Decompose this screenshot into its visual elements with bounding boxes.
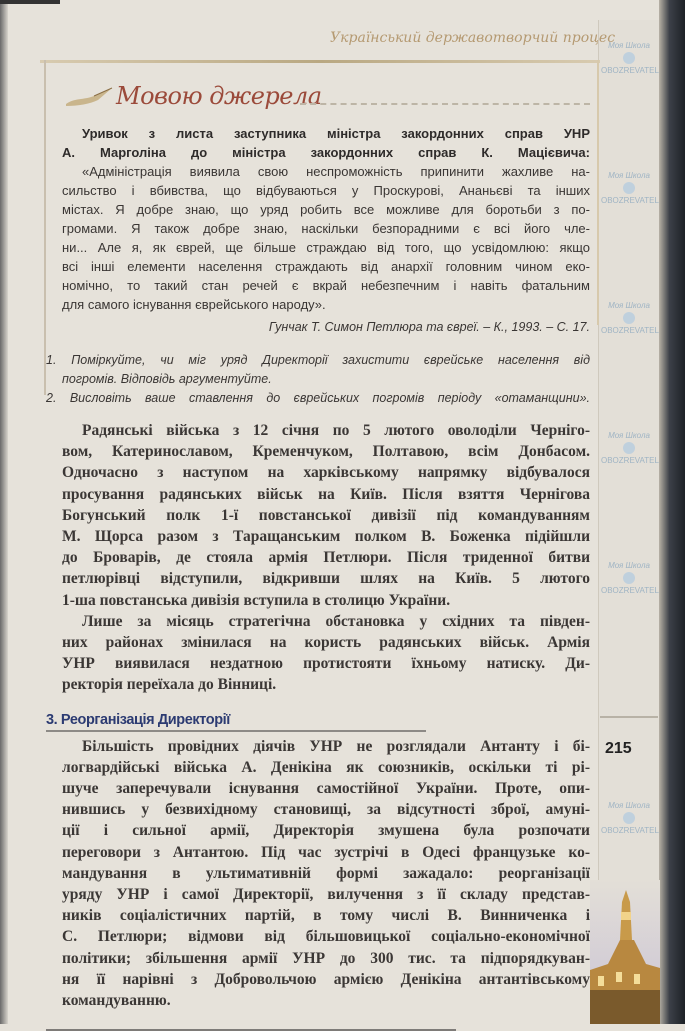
- paragraph-line: нившись у безвихідному становищі, за відсутності зброї, амуні-: [62, 801, 590, 819]
- main-column: [46, 124, 590, 1031]
- question-line: 2. Висловіть ваше ставлення до єврейських погромів періоду «отаманщини».: [46, 391, 590, 405]
- citation: Гунчак Т. Симон Петлюра та євреї. – К., 1993. – С. 17.: [268, 320, 590, 334]
- page-number-rule: [600, 716, 658, 718]
- paragraph-line: Радянські війська з 12 січня по 5 лютого оволоділи Черніго-: [82, 422, 590, 439]
- paragraph-line: ції і сильної армії, Директорія змушена була розпочати: [62, 822, 590, 840]
- paragraph-line: ректорія переїхала до Вінниці.: [62, 676, 277, 694]
- paragraph-line: Богунський полк 1-ї повстанської дивізії під командуванням: [62, 506, 590, 524]
- paragraph-line: політики; збільшення армії УНР до 300 тис. та підпорядкуван-: [62, 949, 590, 967]
- page-margin-column: [598, 20, 659, 1024]
- quote-line: для самого існування єврейського народу».: [62, 297, 326, 312]
- quote-line: громами. Я також добре знаю, наскільки безпорадними є всі його чле-: [62, 221, 590, 236]
- section-title: 3. Реорганізація Директорії: [46, 711, 230, 728]
- paragraph-line: уряду УНР і самої Директорії, вилучення з її складу представ-: [62, 886, 590, 904]
- watermark-text-b: OBOZREVATEL: [601, 326, 659, 335]
- source-heading: [62, 124, 590, 162]
- page-number: 215: [605, 740, 632, 757]
- quote-line: ни... Але я, як єврей, ще більше страждаю від того, що усвідомлюю: якщо: [62, 240, 590, 255]
- paragraph-line: них районах змінилася на користь радянських військ. Армія: [62, 634, 590, 652]
- watermark-text-a: Моя Школа: [608, 561, 650, 570]
- paragraph-line: Лише за місяць стратегічна обстановка у східних та півден-: [82, 612, 590, 630]
- paragraph-line: 1-ша повстанська дивізія вступила в столицю України.: [62, 591, 451, 609]
- questions-list: [46, 351, 590, 408]
- watermark-text-b: OBOZREVATEL: [601, 456, 659, 465]
- quote-line: всі інші елементи населення страждають від анархії головним чином еко-: [62, 259, 590, 274]
- watermark-text-b: OBOZREVATEL: [601, 66, 659, 75]
- paragraph-line: логвардійські війська А. Денікіна як союзників, оскільки ті рі-: [62, 758, 590, 776]
- source-quote: [62, 162, 590, 314]
- watermark-text-b: OBOZREVATEL: [601, 196, 659, 205]
- watermark-text-b: OBOZREVATEL: [601, 586, 659, 595]
- paragraph-3: [62, 736, 590, 1012]
- paragraph-line: Одночасно з наступом на харківському напрямку відбувалося: [62, 464, 590, 482]
- paragraph-line: петлюрівці відступили, відкривши шлях на Київ. 5 лютого: [62, 570, 590, 588]
- question-line: 1. Поміркуйте, чи міг уряд Директорії захистити єврейське населення від: [46, 353, 590, 367]
- paragraph-1: [62, 420, 590, 611]
- watermark-text-a: Моя Школа: [608, 431, 650, 440]
- quill-hand-icon: [64, 86, 114, 108]
- source-box-border-right: [597, 60, 599, 325]
- quote-line: сильство і вбивства, що відбуваються у Проскурові, Ананьєві та інших: [62, 183, 590, 198]
- paragraph-line: ня її нарівні з Добровольчою армією Денікіна антантівському: [62, 970, 590, 988]
- paragraph-line: просування радянських військ на Київ. Після взяття Чернігова: [62, 485, 590, 503]
- watermark-text-b: OBOZREVATEL: [601, 826, 659, 835]
- paragraph-2: [62, 611, 590, 696]
- book-spine: [659, 0, 685, 1024]
- section-rule: [46, 730, 426, 732]
- paragraph-line: шуче заперечували існування самостійної України. Проте, опи-: [62, 780, 590, 798]
- question-line: погромів. Відповідь аргументуйте.: [62, 372, 272, 386]
- header-rule: [40, 60, 600, 63]
- paragraph-line: М. Щорса разом з Таращанським полком В. Боженка підійшли: [62, 528, 590, 546]
- paragraph-line: ників соціалістичних партій, в тому числі В. Винниченка і: [62, 907, 590, 925]
- paragraph-line: вом, Катеринославом, Кременчуком, Полтавою, всім Донбасом.: [62, 443, 590, 461]
- scan-edge: [0, 0, 8, 1024]
- watermark-text-a: Моя Школа: [608, 41, 650, 50]
- source-heading-line: Уривок з листа заступника міністра закордонних справ УНР: [82, 126, 590, 141]
- watermark-text-a: Моя Школа: [608, 171, 650, 180]
- paragraph-line: мандування в ультимативній формі зажадало: реорганізації: [62, 864, 590, 882]
- source-box-title: Мовою джерела: [116, 82, 322, 110]
- paragraph-line: УНР виявилася нездатною протистояти їхньому натиску. Ди-: [62, 655, 590, 673]
- watermark-text-a: Моя Школа: [608, 301, 650, 310]
- quote-line: номічно, то такий стан речей є вкрай небезпечним і навіть фатальним: [62, 278, 590, 293]
- paragraph-line: переговори з Антантою. Під час зустрічі в Одесі французьке ко-: [62, 843, 590, 861]
- city-hall-tower-illustration: [590, 880, 660, 1024]
- scan-corner: [0, 0, 60, 4]
- title-dashed-rule: [300, 103, 590, 105]
- paragraph-line: С. Петлюри; відмови від більшовицької соціально-економічної: [62, 928, 590, 946]
- paragraph-line: до Броварів, де стояла армія Петлюри. Після триденної битви: [62, 549, 590, 567]
- quote-line: «Адміністрація виявила свою неспроможність припинити жахливе на-: [82, 164, 590, 179]
- source-heading-line: А. Марголіна до міністра закордонних справ К. Мацієвича:: [62, 145, 590, 160]
- quote-line: містах. Я добре знаю, що уряд робить все можливе для боротьби з по-: [62, 202, 590, 217]
- watermark-text-a: Моя Школа: [608, 801, 650, 810]
- running-header: Український державотворчий процес: [330, 30, 616, 46]
- paragraph-line: Більшість провідних діячів УНР не розглядали Антанту і бі-: [82, 737, 590, 755]
- source-box-border-left: [44, 60, 46, 395]
- paragraph-line: командуванню.: [62, 992, 171, 1010]
